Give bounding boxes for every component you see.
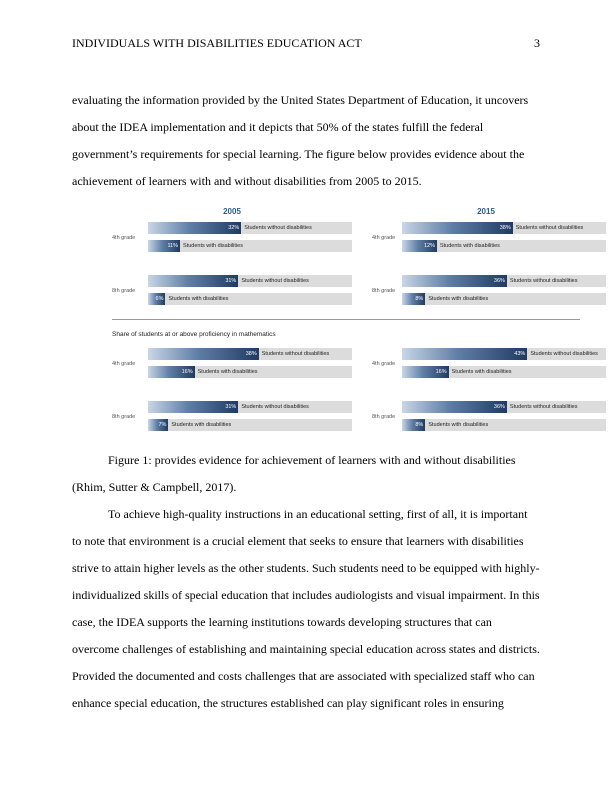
body-line: individualized skills of special education that includes audiologists and visual impairment. In this xyxy=(72,588,540,602)
bar-series-label: Students without disabilities xyxy=(241,278,309,284)
body-line: To achieve high-quality instructions in an educational setting, first of all, it is important xyxy=(108,507,528,521)
intro-line: achievement of learners with and without disabilities from 2005 to 2015. xyxy=(72,174,422,188)
grade-label: 8th grade xyxy=(112,414,136,420)
bar-value-label: 38% xyxy=(499,225,511,231)
bar-track xyxy=(148,366,352,378)
grade-label: 4th grade xyxy=(372,361,396,367)
math-section-title: Share of students at or above proficiency in mathematics xyxy=(112,331,276,338)
bar-series-label: Students without disabilities xyxy=(261,351,330,357)
bar-value-label: 38% xyxy=(245,351,257,357)
bar-series-label: Students without disabilities xyxy=(241,404,309,410)
bar-track xyxy=(402,366,606,378)
bar-series-label: Students with disabilities xyxy=(439,243,500,249)
bar-value-label: 12% xyxy=(423,243,435,249)
body-line: case, the IDEA supports the learning institutions towards developing structures that can xyxy=(72,615,492,629)
bar-track xyxy=(148,401,352,413)
achievement-figure xyxy=(112,200,598,440)
bar-series-label: Students with disabilities xyxy=(183,243,243,249)
grade-label: 8th grade xyxy=(112,288,136,294)
bar-series-label: Students with disabilities xyxy=(428,296,489,302)
figure-divider xyxy=(112,319,580,320)
body-line: strive to attain higher levels as the other students. Such students need to be equipped with highly- xyxy=(72,561,540,575)
year-label-2005: 2005 xyxy=(223,207,241,216)
bar-series-label: Students with disabilities xyxy=(197,369,258,375)
body-line: Provided the documented and costs challenges that are associated with specialized staff who can xyxy=(72,669,535,683)
bar-track xyxy=(148,275,352,287)
bar-value-label: 31% xyxy=(225,404,237,410)
bar-value-label: 31% xyxy=(225,278,237,284)
page-number: 3 xyxy=(534,36,540,50)
bar-value-label: 7% xyxy=(158,422,167,428)
grade-label: 8th grade xyxy=(372,414,396,420)
figure-caption xyxy=(72,447,540,501)
bar-track xyxy=(148,222,352,234)
bar-track xyxy=(402,275,606,287)
bar-track xyxy=(402,293,606,305)
bar-track xyxy=(148,293,352,305)
bar-track xyxy=(402,348,606,360)
bar-track xyxy=(402,240,606,252)
year-label-2015: 2015 xyxy=(477,207,495,216)
bar-series-label: Students with disabilities xyxy=(171,422,232,428)
bar-value-label: 16% xyxy=(181,369,193,375)
bar-series-label: Students without disabilities xyxy=(244,225,312,231)
bar-series-label: Students with disabilities xyxy=(428,422,489,428)
body-line: enhance special education, the structures established can play significant roles in ensuring xyxy=(72,696,504,710)
bar-track xyxy=(148,348,352,360)
bar-series-label: Students without disabilities xyxy=(509,404,578,410)
bar-track xyxy=(148,419,352,431)
grade-label: 4th grade xyxy=(372,235,396,241)
bar-series-label: Students without disabilities xyxy=(530,351,598,357)
intro-line: about the IDEA implementation and it depicts that 50% of the states fulfill the federal xyxy=(72,120,484,134)
grade-label: 4th grade xyxy=(112,235,136,241)
bar-value-label: 36% xyxy=(493,278,505,284)
running-header xyxy=(72,36,540,52)
grade-label: 8th grade xyxy=(372,288,396,294)
body-paragraph xyxy=(72,501,540,717)
grade-label: 4th grade xyxy=(112,361,136,367)
bar-track xyxy=(402,222,606,234)
intro-line: government’s requirements for special learning. The figure below provides evidence about the xyxy=(72,147,525,161)
body-line: to note that environment is a crucial element that seeks to ensure that learners with disabilities xyxy=(72,534,524,548)
bar-track xyxy=(402,419,606,431)
bar-value-label: 6% xyxy=(155,296,164,302)
bar-value-label: 16% xyxy=(435,369,447,375)
bar-track xyxy=(148,240,352,252)
bar-value-label: 8% xyxy=(415,296,424,302)
bar-value-label: 36% xyxy=(493,404,505,410)
bar-series-label: Students with disabilities xyxy=(168,296,229,302)
bar-value-label: 8% xyxy=(415,422,424,428)
bar-series-label: Students without disabilities xyxy=(509,278,578,284)
intro-paragraph xyxy=(72,87,540,195)
bar-series-label: Students without disabilities xyxy=(515,225,584,231)
header-title: INDIVIDUALS WITH DISABILITIES EDUCATION ACT xyxy=(72,36,362,50)
bar-series-label: Students with disabilities xyxy=(451,369,512,375)
bar-value-label: 43% xyxy=(514,351,526,357)
intro-line: evaluating the information provided by the United States Department of Education, it uncovers xyxy=(72,93,529,107)
caption-line: (Rhim, Sutter & Campbell, 2017). xyxy=(72,480,237,494)
caption-line: Figure 1: provides evidence for achievement of learners with and without disabilities xyxy=(108,453,516,467)
bar-track xyxy=(402,401,606,413)
body-line: overcome challenges of establishing and maintaining special education across states and districts. xyxy=(72,642,540,656)
bar-value-label: 11% xyxy=(167,243,179,249)
bar-value-label: 32% xyxy=(228,225,240,231)
